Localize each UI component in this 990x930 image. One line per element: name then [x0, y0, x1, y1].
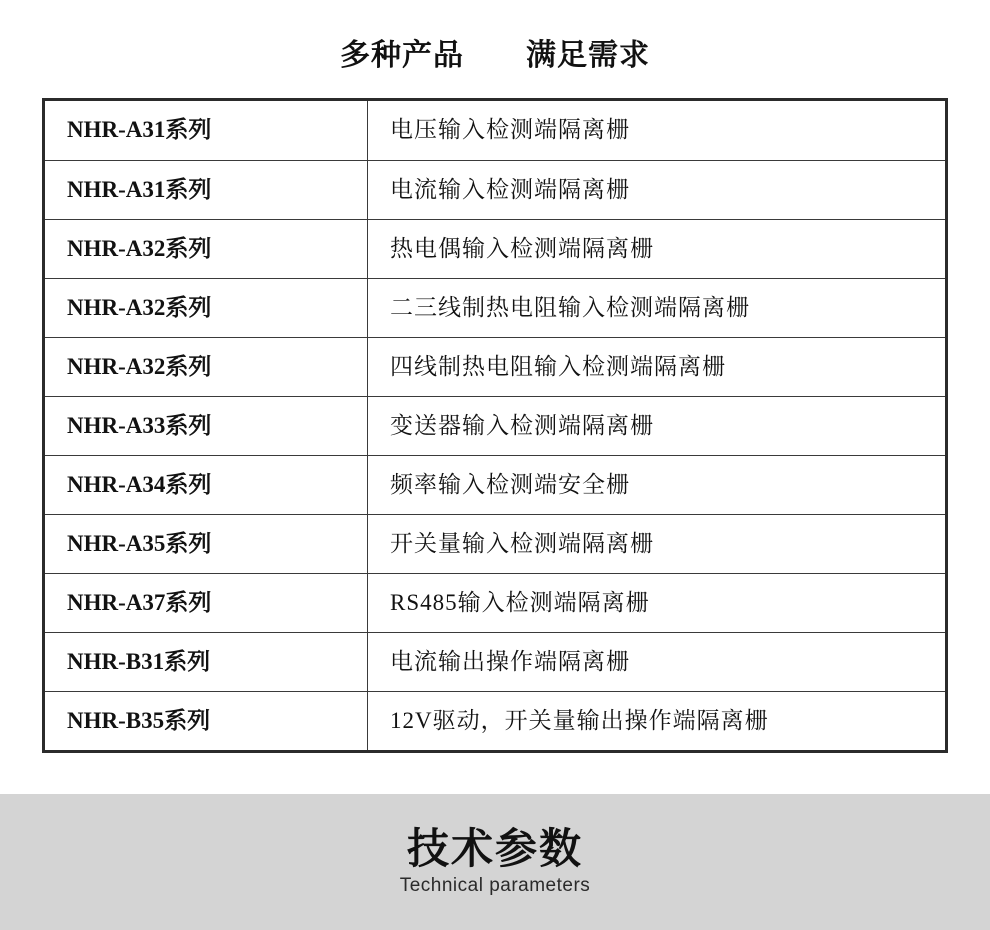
product-model: NHR-A35系列	[45, 514, 368, 573]
table-row	[45, 455, 945, 514]
product-model: NHR-A31系列	[45, 101, 368, 160]
product-model: NHR-B35系列	[45, 691, 368, 750]
product-description: 变送器输入检测端隔离栅	[368, 396, 946, 455]
product-description: 电流输入检测端隔离栅	[368, 160, 946, 219]
table-row	[45, 278, 945, 337]
product-model: NHR-A37系列	[45, 573, 368, 632]
table-row	[45, 101, 945, 160]
page-title: 多种产品 满足需求	[340, 39, 650, 72]
table-row	[45, 573, 945, 632]
table-row	[45, 632, 945, 691]
product-model: NHR-A32系列	[45, 337, 368, 396]
product-description: 频率输入检测端安全栅	[368, 455, 946, 514]
product-model: NHR-A31系列	[45, 160, 368, 219]
section-banner	[0, 794, 990, 930]
product-model: NHR-A33系列	[45, 396, 368, 455]
product-description: 电压输入检测端隔离栅	[368, 101, 946, 160]
product-description: 二三线制热电阻输入检测端隔离栅	[368, 278, 946, 337]
table-row	[45, 514, 945, 573]
table-row	[45, 691, 945, 750]
product-description: 电流输出操作端隔离栅	[368, 632, 946, 691]
product-table-body	[45, 101, 945, 750]
table-row	[45, 396, 945, 455]
section-banner-title: 技术参数	[406, 824, 583, 872]
product-description: 四线制热电阻输入检测端隔离栅	[368, 337, 946, 396]
product-description: RS485输入检测端隔离栅	[368, 573, 946, 632]
product-model: NHR-A32系列	[45, 219, 368, 278]
product-description: 开关量输入检测端隔离栅	[368, 514, 946, 573]
product-model: NHR-A32系列	[45, 278, 368, 337]
section-banner-subtitle: Technical parameters	[399, 875, 591, 897]
product-description: 热电偶输入检测端隔离栅	[368, 219, 946, 278]
product-table-container	[42, 98, 948, 753]
product-table	[45, 101, 945, 750]
table-row	[45, 160, 945, 219]
product-model: NHR-B31系列	[45, 632, 368, 691]
product-model: NHR-A34系列	[45, 455, 368, 514]
product-description: 12V驱动，开关量输出操作端隔离栅	[368, 691, 946, 750]
table-row	[45, 219, 945, 278]
table-row	[45, 337, 945, 396]
